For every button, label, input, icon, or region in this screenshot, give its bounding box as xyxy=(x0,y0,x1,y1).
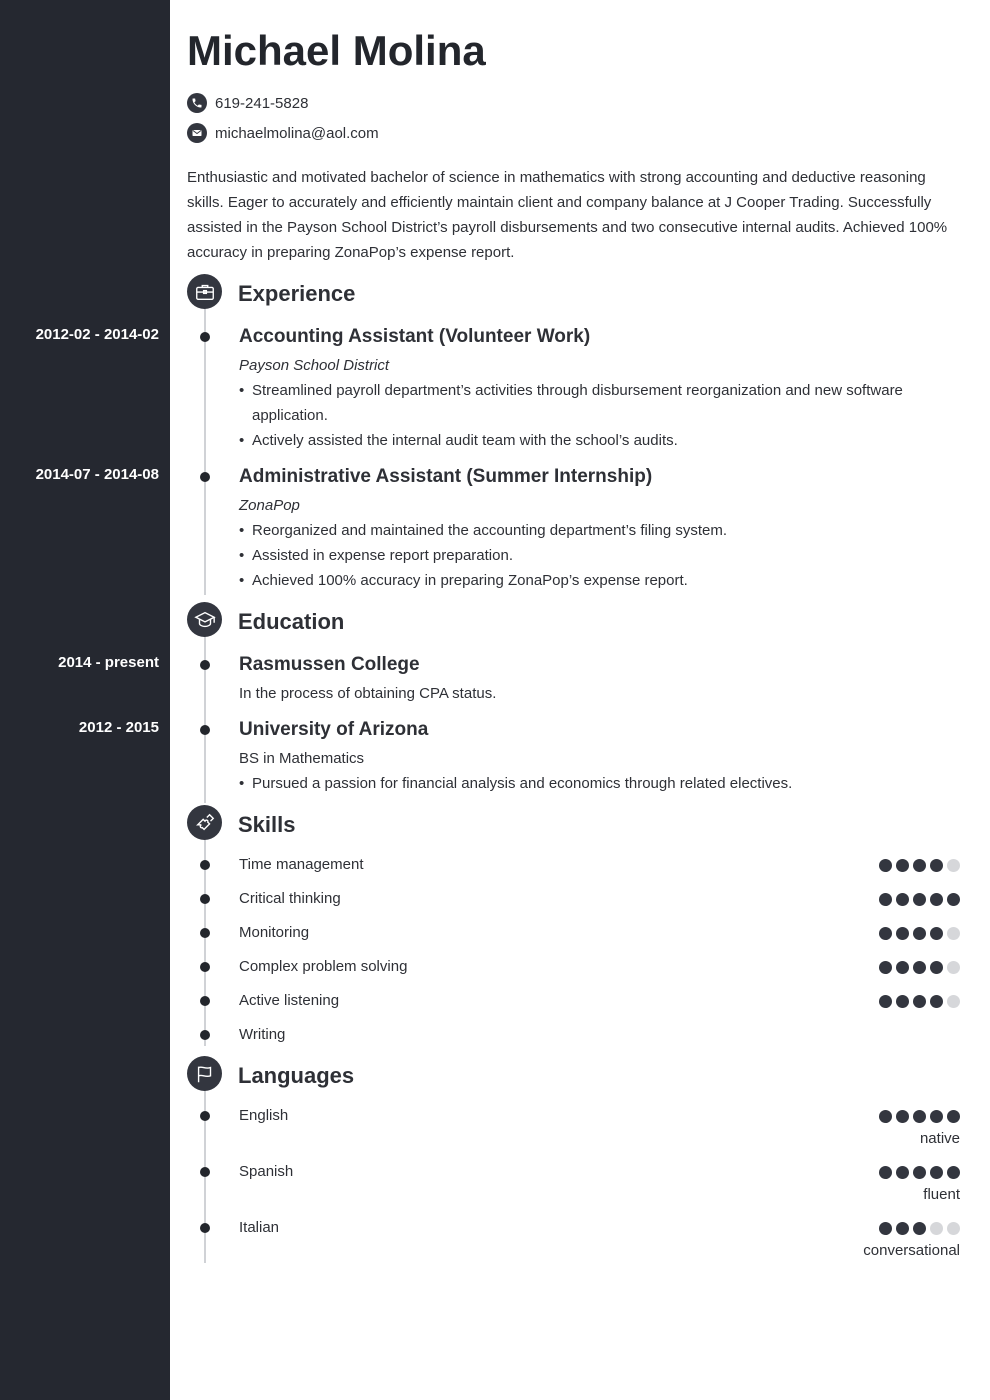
left-sidebar xyxy=(0,0,170,1400)
rating-dot-filled xyxy=(896,995,909,1008)
skill-name: Time management xyxy=(239,856,364,873)
phone-icon xyxy=(187,93,207,113)
timeline-dot xyxy=(200,1223,210,1233)
job-bullet: • Actively assisted the internal audit team with the school’s audits. xyxy=(239,428,939,453)
rating-dot-filled xyxy=(896,1110,909,1123)
language-name: Italian xyxy=(239,1219,280,1236)
skill-rating xyxy=(879,961,960,974)
education-detail: BS in Mathematics xyxy=(239,750,365,767)
rating-dot-empty xyxy=(947,961,960,974)
language-level: fluent xyxy=(923,1186,960,1203)
flag-icon xyxy=(187,1056,222,1091)
skill-name: Writing xyxy=(239,1026,286,1043)
school-name: University of Arizona xyxy=(239,719,429,740)
education-heading: Education xyxy=(238,609,345,634)
rating-dot-filled xyxy=(879,1166,892,1179)
timeline-dot xyxy=(200,860,210,870)
profile-summary: Enthusiastic and motivated bachelor of science in mathematics with strong accounting and deductive reasoning skills. Eager to accurately and efficiently maintain client and company balance at J Cooper Trading. Successfully assisted in the Payson School District’s payroll disbursements and two consecutive internal audits. Achieved 100% accuracy in preparing ZonaPop’s expense report. xyxy=(187,169,948,261)
education-detail: In the process of obtaining CPA status. xyxy=(239,685,497,702)
education-bullet: • Pursued a passion for financial analysis and economics through related electives. xyxy=(239,771,939,796)
job-employer: Payson School District xyxy=(239,357,390,374)
job-dates: 2014-07 - 2014-08 xyxy=(35,466,159,483)
rating-dot-filled xyxy=(896,1222,909,1235)
rating-dot-filled xyxy=(879,995,892,1008)
skill-rating xyxy=(879,995,960,1008)
timeline-dot xyxy=(200,472,210,482)
job-dates: 2012-02 - 2014-02 xyxy=(35,326,159,343)
timeline-dot xyxy=(200,332,210,342)
rating-dot-filled xyxy=(879,859,892,872)
job-bullet: • Achieved 100% accuracy in preparing ZonaPop’s expense report. xyxy=(239,568,939,593)
briefcase-icon xyxy=(187,274,222,309)
candidate-name: Michael Molina xyxy=(187,27,486,74)
rating-dot-filled xyxy=(896,859,909,872)
skill-rating xyxy=(879,859,960,872)
rating-dot-filled xyxy=(896,927,909,940)
job-bullet: • Streamlined payroll department’s activities through disbursement reorganization and new software application. xyxy=(239,378,939,428)
experience-heading: Experience xyxy=(238,281,356,306)
skill-rating xyxy=(879,927,960,940)
rating-dot-filled xyxy=(879,1110,892,1123)
timeline-dot xyxy=(200,1030,210,1040)
rating-dot-filled xyxy=(913,859,926,872)
rating-dot-filled xyxy=(913,1166,926,1179)
languages-heading: Languages xyxy=(238,1063,355,1088)
timeline-dot xyxy=(200,1111,210,1121)
school-name: Rasmussen College xyxy=(239,654,420,675)
language-name: Spanish xyxy=(239,1163,294,1180)
rating-dot-filled xyxy=(947,1166,960,1179)
rating-dot-filled xyxy=(930,893,943,906)
rating-dot-filled xyxy=(879,893,892,906)
rating-dot-filled xyxy=(913,927,926,940)
rating-dot-empty xyxy=(947,859,960,872)
experience-timeline xyxy=(204,305,206,595)
rating-dot-filled xyxy=(930,1166,943,1179)
language-rating xyxy=(879,1166,960,1179)
skill-name: Critical thinking xyxy=(239,890,341,907)
rating-dot-filled xyxy=(913,1222,926,1235)
rating-dot-empty xyxy=(930,1222,943,1235)
rating-dot-filled xyxy=(896,893,909,906)
contact-email xyxy=(187,123,379,143)
rating-dot-filled xyxy=(930,1110,943,1123)
timeline-dot xyxy=(200,928,210,938)
skill-name: Complex problem solving xyxy=(239,958,408,975)
skills-heading: Skills xyxy=(238,812,296,837)
rating-dot-filled xyxy=(930,859,943,872)
timeline-dot xyxy=(200,725,210,735)
job-title: Administrative Assistant (Summer Internship) xyxy=(239,466,653,487)
job-title: Accounting Assistant (Volunteer Work) xyxy=(239,326,591,347)
rating-dot-filled xyxy=(913,1110,926,1123)
rating-dot-filled xyxy=(879,927,892,940)
contact-phone xyxy=(187,93,308,113)
rating-dot-filled xyxy=(947,893,960,906)
rating-dot-filled xyxy=(947,1110,960,1123)
rating-dot-filled xyxy=(896,961,909,974)
language-level: conversational xyxy=(863,1242,960,1259)
timeline-dot xyxy=(200,660,210,670)
job-bullet: • Assisted in expense report preparation. xyxy=(239,543,939,568)
graduation-cap-icon xyxy=(187,602,222,637)
rating-dot-filled xyxy=(879,1222,892,1235)
timeline-dot xyxy=(200,1167,210,1177)
email-address[interactable]: michaelmolina@aol.com xyxy=(215,124,379,142)
timeline-dot xyxy=(200,996,210,1006)
rating-dot-filled xyxy=(913,995,926,1008)
rating-dot-empty xyxy=(947,1222,960,1235)
language-rating xyxy=(879,1110,960,1123)
rating-dot-filled xyxy=(879,961,892,974)
education-timeline xyxy=(204,633,206,803)
rating-dot-filled xyxy=(930,995,943,1008)
rating-dot-filled xyxy=(930,961,943,974)
education-dates: 2014 - present xyxy=(58,654,159,671)
puzzle-icon xyxy=(187,805,222,840)
education-dates: 2012 - 2015 xyxy=(78,719,159,736)
skill-name: Active listening xyxy=(239,992,340,1009)
rating-dot-filled xyxy=(913,961,926,974)
skill-rating xyxy=(879,893,960,906)
rating-dot-empty xyxy=(947,927,960,940)
email-icon xyxy=(187,123,207,143)
job-bullet: • Reorganized and maintained the accounting department’s filing system. xyxy=(239,518,939,543)
timeline-dot xyxy=(200,894,210,904)
language-level: native xyxy=(919,1130,960,1147)
timeline-dot xyxy=(200,962,210,972)
rating-dot-empty xyxy=(947,995,960,1008)
rating-dot-filled xyxy=(896,1166,909,1179)
rating-dot-filled xyxy=(913,893,926,906)
language-rating xyxy=(879,1222,960,1235)
language-name: English xyxy=(239,1107,289,1124)
job-employer: ZonaPop xyxy=(239,497,300,514)
phone-number[interactable]: 619-241-5828 xyxy=(215,94,309,112)
rating-dot-filled xyxy=(930,927,943,940)
skill-name: Monitoring xyxy=(239,924,310,941)
